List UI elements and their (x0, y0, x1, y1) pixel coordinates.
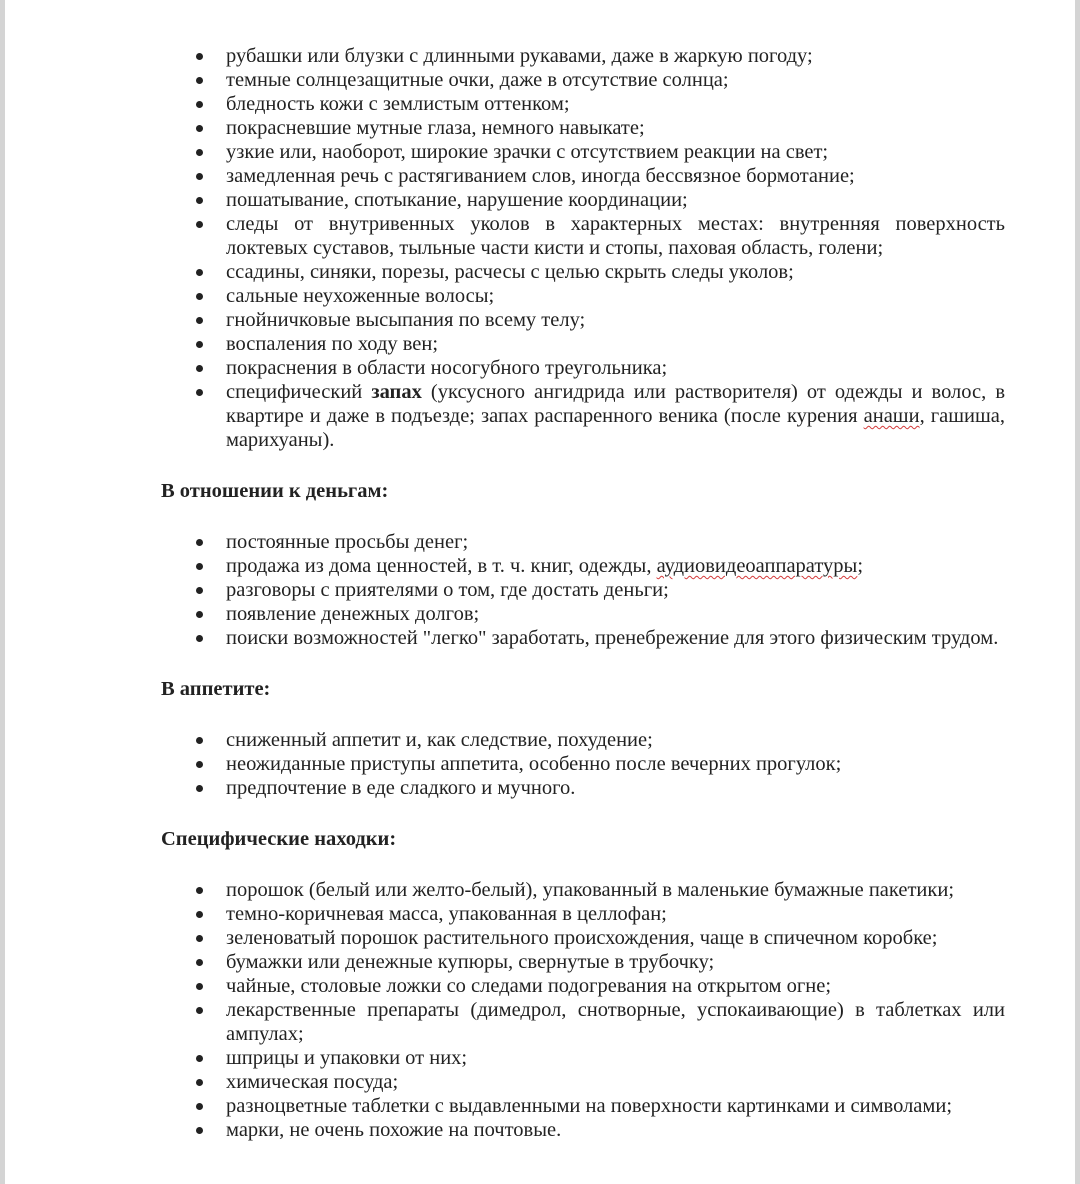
misspelled-word[interactable]: анаши (863, 405, 920, 427)
text-run: , гашиша, марихуаны). (226, 405, 1005, 451)
list-item: чайные, столовые ложки со следами подогревания на открытом огне; (161, 974, 1005, 998)
list-item: зеленоватый порошок растительного происхождения, чаще в спичечном коробке; (161, 926, 1005, 950)
text-run: ; (857, 555, 864, 577)
appearance-signs-list (161, 44, 1005, 452)
list-item: замедленная речь с растягиванием слов, иногда бессвязное бормотание; (161, 164, 1005, 188)
money-signs-list (161, 530, 1005, 650)
list-item: следы от внутривенных уколов в характерных местах: внутренняя поверхность локтевых суставов, тыльные части кисти и стопы, паховая область, голени; (161, 212, 1005, 260)
list-item: покраснения в области носогубного треугольника; (161, 356, 1005, 380)
list-item: гнойничковые высыпания по всему телу; (161, 308, 1005, 332)
list-item: сальные неухоженные волосы; (161, 284, 1005, 308)
list-item-sale (161, 554, 1005, 578)
list-item: лекарственные препараты (димедрол, снотворные, успокаивающие) в таблетках или ампулах; (161, 998, 1005, 1046)
list-item: бумажки или денежные купюры, свернутые в трубочку; (161, 950, 1005, 974)
list-item: предпочтение в еде сладкого и мучного. (161, 776, 1005, 800)
text-run: (уксусного ангидрида или растворителя) от одежды и волос, в квартире и даже в подъезде; запах распаренного веника (после курения (226, 381, 1005, 427)
list-item: постоянные просьбы денег; (161, 530, 1005, 554)
list-item: шприцы и упаковки от них; (161, 1046, 1005, 1070)
list-item: темно-коричневая масса, упакованная в целлофан; (161, 902, 1005, 926)
list-item: пошатывание, спотыкание, нарушение координации; (161, 188, 1005, 212)
list-item: рубашки или блузки с длинными рукавами, даже в жаркую погоду; (161, 44, 1005, 68)
text-run: специфический (226, 381, 372, 403)
list-item: неожиданные приступы аппетита, особенно после вечерних прогулок; (161, 752, 1005, 776)
list-item: разноцветные таблетки с выдавленными на поверхности картинками и символами; (161, 1094, 1005, 1118)
list-item: ссадины, синяки, порезы, расчесы с целью скрыть следы уколов; (161, 260, 1005, 284)
list-item: узкие или, наоборот, широкие зрачки с отсутствием реакции на свет; (161, 140, 1005, 164)
bold-text-run: запах (371, 381, 422, 403)
list-item: химическая посуда; (161, 1070, 1005, 1094)
list-item: бледность кожи с землистым оттенком; (161, 92, 1005, 116)
findings-list (161, 878, 1005, 1142)
list-item: порошок (белый или желто-белый), упакованный в маленькие бумажные пакетики; (161, 878, 1005, 902)
list-item-smell (161, 380, 1005, 452)
list-item: марки, не очень похожие на почтовые. (161, 1118, 1005, 1142)
document-body (161, 44, 1005, 1142)
list-item: появление денежных долгов; (161, 602, 1005, 626)
list-item: темные солнцезащитные очки, даже в отсутствие солнца; (161, 68, 1005, 92)
list-item: покрасневшие мутные глаза, немного навыкате; (161, 116, 1005, 140)
list-item: поиски возможностей "легко" заработать, пренебрежение для этого физическим трудом. (161, 626, 1005, 650)
text-run: продажа из дома ценностей, в т. ч. книг, одежды, (226, 555, 657, 577)
list-item: воспаления по ходу вен; (161, 332, 1005, 356)
list-item: разговоры с приятелями о том, где достать деньги; (161, 578, 1005, 602)
section-heading-money: В отношении к деньгам: (161, 480, 389, 502)
section-heading-findings: Специфические находки: (161, 828, 397, 850)
list-item: сниженный аппетит и, как следствие, похудение; (161, 728, 1005, 752)
misspelled-word[interactable]: аудиовидеоаппаратуры (656, 555, 858, 577)
section-heading-appetite: В аппетите: (161, 678, 271, 700)
appetite-signs-list (161, 728, 1005, 800)
